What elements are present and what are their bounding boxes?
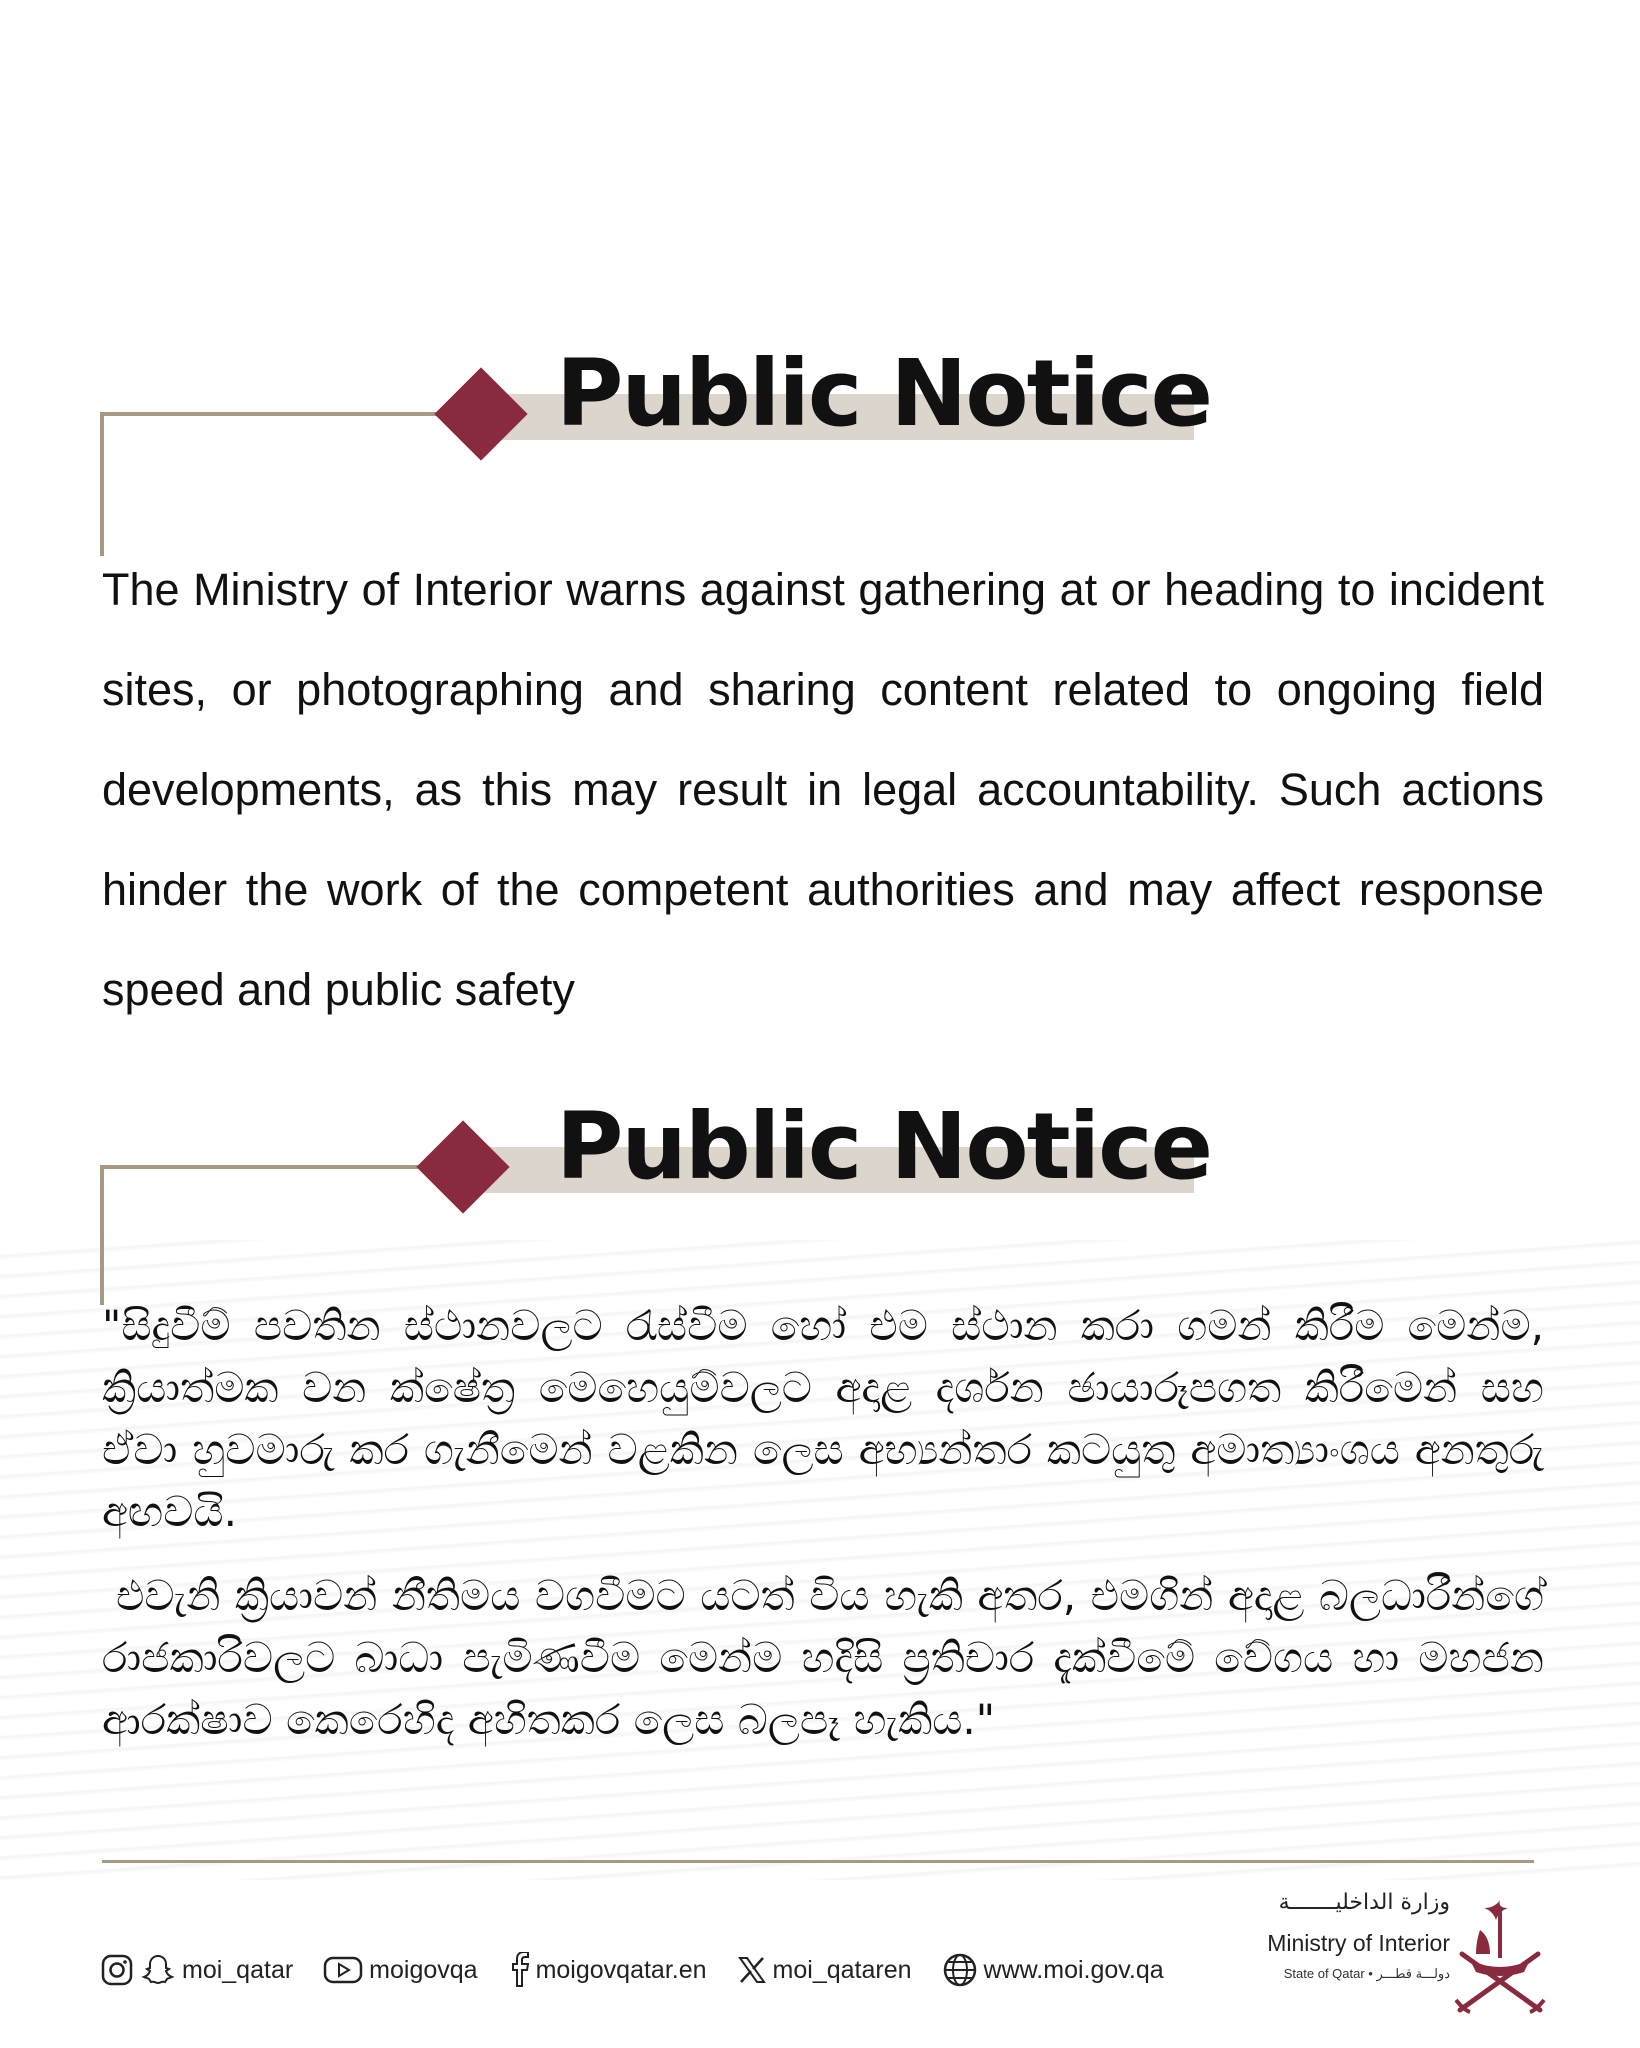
social-link-x[interactable] (737, 1955, 912, 1985)
notice-si-paragraph-1: "සිදුවීම් පවතින ස්ථානවලට රැස්වීම හෝ එම ස්ථාන කරා ගමන් කිරීම මෙන්ම, ක්‍රියාත්මක වන ක්ෂේත්‍ර මෙහෙයුම්වලට අදාළ දර්ශන ඡායාරූපගත කිරීමෙන් සහ ඒවා හුවමාරු කර ගැනීමෙන් වළකින ලෙස අභ්‍යන්තර කටයුතු අමාත්‍යාංශය අනතුරු අඟවයි. (102, 1301, 1544, 1536)
bracket-vertical (100, 412, 104, 556)
logo-english-text: Ministry of Interior (1267, 1930, 1450, 1956)
youtube-icon (323, 1954, 363, 1986)
qatar-emblem-icon (1450, 1890, 1550, 2020)
logo-arabic-text: وزارة الداخليـــــــة (1278, 1890, 1450, 1915)
facebook-icon (508, 1952, 530, 1988)
ministry-logo (1250, 1890, 1550, 2020)
bracket-vertical (100, 1165, 104, 1305)
section-title: Public Notice (556, 1093, 1212, 1200)
bracket-horizontal (100, 412, 440, 416)
page-title: Public Notice (556, 340, 1212, 447)
diamond-icon (434, 367, 527, 460)
footer-divider (102, 1860, 1534, 1863)
social-link-youtube[interactable] (323, 1954, 477, 1986)
social-link-facebook[interactable] (508, 1952, 707, 1988)
x-icon (737, 1955, 767, 1985)
social-label: moi_qatar (182, 1955, 294, 1984)
social-link-instagram-snapchat[interactable] (100, 1952, 293, 1988)
social-label: moigovqatar.en (535, 1955, 707, 1984)
logo-state-text: State of Qatar • دولـــة قطـــر (1283, 1966, 1450, 1981)
globe-icon (942, 1952, 978, 1988)
notice-en-body: The Ministry of Interior warns against gathering at or heading to incident sites, or photographing and sharing content related to ongoing field developments, as this may result in legal accountability. Such actions hinder the work of the competent authorities and may affect response speed and public safety (102, 564, 1544, 1015)
social-label: www.moi.gov.qa (983, 1955, 1164, 1984)
instagram-icon (100, 1953, 134, 1987)
social-link-website[interactable] (942, 1952, 1164, 1988)
social-label: moi_qataren (772, 1955, 912, 1984)
notice-si-paragraph-2: එවැනි ක්‍රියාවන් නීතිමය වගවීමට යටත් විය හැකි අතර, එමගින් අදාළ බලධාරීන්ගේ රාජකාරිවලට බාධා පැමිණවීම මෙන්ම හදිසි ප්‍රතිචාර දැක්වීමේ වේගය හා මහජන ආරක්ෂාව කෙරෙහිද අහිතකර ලෙස බලපෑ හැකිය." (102, 1571, 1544, 1744)
social-label: moigovqa (369, 1955, 478, 1984)
social-links (100, 1940, 1220, 2000)
snapchat-icon (140, 1952, 176, 1988)
bracket-horizontal (100, 1165, 422, 1169)
diamond-icon (416, 1120, 509, 1213)
